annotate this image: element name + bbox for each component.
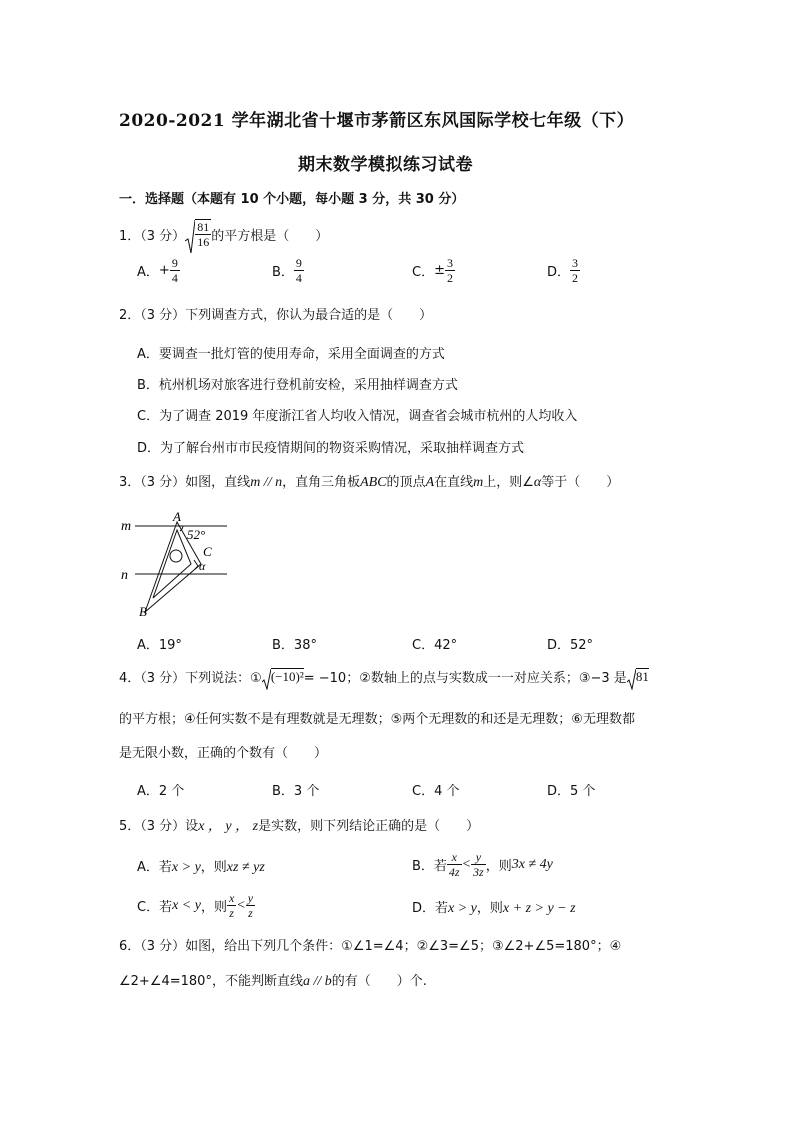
q3-option-a[interactable]: A．19° bbox=[137, 638, 182, 653]
radical-sign-icon bbox=[627, 668, 636, 690]
q5-option-d[interactable] bbox=[412, 897, 576, 917]
title-line2: 期末数学模拟练习试卷 bbox=[298, 155, 473, 175]
q2-option-d[interactable]: D．为了解台州市市民疫情期间的物资采购情况，采取抽样调查方式 bbox=[137, 441, 525, 456]
q3-stem-c: 的顶点 bbox=[386, 475, 426, 490]
q1-option-b[interactable] bbox=[272, 256, 304, 285]
q5-optA-label: A．若 bbox=[137, 860, 172, 875]
q1-option-d[interactable] bbox=[547, 256, 580, 285]
q2-option-b[interactable]: B．杭州机场对旅客进行登机前安检，采用抽样调查方式 bbox=[137, 378, 458, 393]
q3-stem-b: ，直角三角板 bbox=[282, 475, 361, 490]
q1-optA-num: 9 bbox=[171, 256, 178, 270]
q3-option-b[interactable]: B．38° bbox=[272, 638, 317, 653]
q5-optD-label: D．若 bbox=[412, 901, 449, 916]
q5-optC-n2: y bbox=[247, 891, 254, 905]
q5-optB-label: B．若 bbox=[412, 859, 447, 874]
q1-optD-label: D． bbox=[547, 265, 571, 280]
q3-stem-a: 3．（3 分）如图，直线 bbox=[119, 475, 251, 490]
radical-sign-icon bbox=[262, 668, 271, 690]
q5-stem-a: 5．（3 分）设 bbox=[119, 819, 199, 834]
q5-optD-m2: x + z > y − z bbox=[502, 901, 576, 916]
q5-optC-label: C．若 bbox=[137, 900, 173, 915]
ruler-hole-icon bbox=[170, 550, 182, 562]
q4-option-b[interactable]: B．3 个 bbox=[272, 784, 320, 799]
q6-line2-b: 的有（ ）个. bbox=[331, 974, 427, 989]
fig-label-alpha: α bbox=[199, 559, 206, 573]
fig-label-B: B bbox=[139, 604, 147, 619]
q1-stem-text: 的平方根是（ ） bbox=[211, 228, 329, 244]
q3-stem-e: 上，则∠ bbox=[483, 475, 534, 490]
q5-option-b[interactable] bbox=[412, 850, 553, 879]
q4-option-a[interactable]: A．2 个 bbox=[137, 784, 185, 799]
fig-label-A: A bbox=[173, 509, 181, 524]
q5-optA-m2: xz ≠ yz bbox=[226, 860, 265, 875]
q4-radicand: (−10)² bbox=[270, 668, 304, 684]
q4-option-c[interactable]: C．4 个 bbox=[412, 784, 460, 799]
q5-optC-n1: x bbox=[228, 891, 235, 905]
radical-sign-icon bbox=[185, 219, 195, 255]
q1-optC-sign: ± bbox=[434, 263, 445, 278]
q1-optD-den: 2 bbox=[572, 271, 579, 285]
question-6-line1: 6．（3 分）如图，给出下列几个条件：①∠1=∠4；②∠3=∠5；③∠2+∠5=180°；④ bbox=[119, 939, 622, 954]
q6-line2-ab: a // b bbox=[302, 974, 332, 989]
q1-optA-den: 4 bbox=[171, 271, 178, 285]
q3-stem-alpha: α bbox=[533, 475, 542, 490]
q5-optB-t: ，则 bbox=[485, 859, 512, 874]
q1-sqrt bbox=[185, 219, 211, 249]
q3-stem-f: 等于（ ） bbox=[541, 475, 620, 490]
q5-stem-vars: x ， y ， z bbox=[198, 819, 259, 834]
q5-optB-d2: 3z bbox=[473, 865, 484, 879]
q2-option-a[interactable]: A．要调查一批灯管的使用寿命，采用全面调查的方式 bbox=[137, 347, 445, 362]
q5-optC-m1: x < y bbox=[172, 897, 201, 913]
q1-optD-num: 3 bbox=[572, 256, 579, 270]
q5-optB-d1: 4z bbox=[448, 865, 460, 879]
q4-radicand2: 81 bbox=[635, 668, 649, 684]
fig-label-n: n bbox=[121, 568, 128, 583]
q1-number: 1．（3 分） bbox=[119, 228, 186, 244]
q1-option-c[interactable] bbox=[412, 256, 455, 285]
q4-line1-b: = −10；②数轴上的点与实数成一一对应关系；③−3 是 bbox=[303, 670, 627, 686]
q1-optC-num: 3 bbox=[446, 256, 453, 270]
q5-optC-lt: < bbox=[236, 897, 246, 913]
q5-optC-t: ，则 bbox=[200, 900, 227, 915]
q5-optA-t: ，则 bbox=[200, 860, 227, 875]
q1-optB-label: B． bbox=[272, 265, 294, 280]
q1-optB-num: 9 bbox=[295, 256, 302, 270]
q3-option-c[interactable]: C．42° bbox=[412, 638, 458, 653]
q1-optA-label: A． bbox=[137, 265, 159, 280]
q5-optB-n2: y bbox=[471, 850, 486, 865]
question-4-line3: 是无限小数，正确的个数有（ ） bbox=[119, 746, 328, 761]
fig-label-m: m bbox=[121, 519, 132, 534]
q3-option-d[interactable]: D．52° bbox=[547, 638, 594, 653]
q3-stem-A: A bbox=[425, 475, 435, 490]
q4-option-d[interactable]: D．5 个 bbox=[547, 784, 596, 799]
q1-optA-sign: + bbox=[158, 263, 170, 278]
q3-stem-mn: m // n bbox=[250, 475, 283, 490]
question-1-stem bbox=[119, 214, 328, 254]
q5-optC-d2: z bbox=[248, 906, 253, 920]
q5-optB-m: 3x ≠ 4y bbox=[511, 856, 553, 872]
q4-sqrt2 bbox=[627, 668, 649, 685]
q3-figure bbox=[117, 508, 237, 620]
title-line1: 2020-2021 学年湖北省十堰市茅箭区东风国际学校七年级（下） bbox=[119, 111, 635, 131]
q5-optC-d1: z bbox=[229, 906, 234, 920]
question-4-line2: 的平方根；④任何实数不是有理数就是无理数；⑤两个无理数的和还是无理数；⑥无理数都 bbox=[119, 712, 635, 727]
q4-line1-a: 4．（3 分）下列说法：① bbox=[119, 670, 262, 686]
q5-optD-t: ，则 bbox=[476, 901, 503, 916]
q1-radicand-num: 81 bbox=[197, 220, 210, 234]
q5-optB-lt: < bbox=[461, 856, 472, 872]
q5-option-c[interactable] bbox=[137, 891, 255, 920]
question-6-line2 bbox=[119, 970, 427, 990]
question-3-stem bbox=[119, 471, 619, 491]
q5-optD-m1: x > y bbox=[448, 901, 477, 916]
fig-label-52: 52° bbox=[187, 527, 206, 542]
q5-optA-m1: x > y bbox=[171, 860, 201, 875]
q5-option-a[interactable] bbox=[137, 856, 265, 876]
triangle-inner bbox=[153, 530, 191, 598]
q1-optC-label: C． bbox=[412, 265, 435, 280]
q1-option-a[interactable] bbox=[137, 256, 180, 285]
q6-line2-a: ∠2+∠4=180°，不能判断直线 bbox=[119, 974, 303, 989]
section-heading: 一．选择题（本题有 10 个小题，每小题 3 分，共 30 分） bbox=[119, 192, 465, 207]
question-5-stem bbox=[119, 815, 479, 835]
question-4-line1 bbox=[119, 664, 649, 688]
q5-optB-n1: x bbox=[447, 850, 462, 865]
q1-radicand-den: 16 bbox=[197, 235, 210, 249]
q2-option-c[interactable]: C．为了调查 2019 年度浙江省人均收入情况，调查省会城市杭州的人均收入 bbox=[137, 409, 578, 424]
question-2-stem: 2．（3 分）下列调查方式，你认为最合适的是（ ） bbox=[119, 308, 433, 323]
q4-sqrt bbox=[262, 668, 304, 685]
q3-stem-d: 在直线 bbox=[434, 475, 474, 490]
q3-stem-abc: ABC bbox=[360, 475, 387, 490]
q1-optC-den: 2 bbox=[446, 271, 453, 285]
q5-stem-b: 是实数，则下列结论正确的是（ ） bbox=[258, 819, 480, 834]
fig-label-C: C bbox=[203, 544, 212, 559]
q3-stem-m: m bbox=[473, 475, 484, 490]
q1-optB-den: 4 bbox=[295, 271, 302, 285]
